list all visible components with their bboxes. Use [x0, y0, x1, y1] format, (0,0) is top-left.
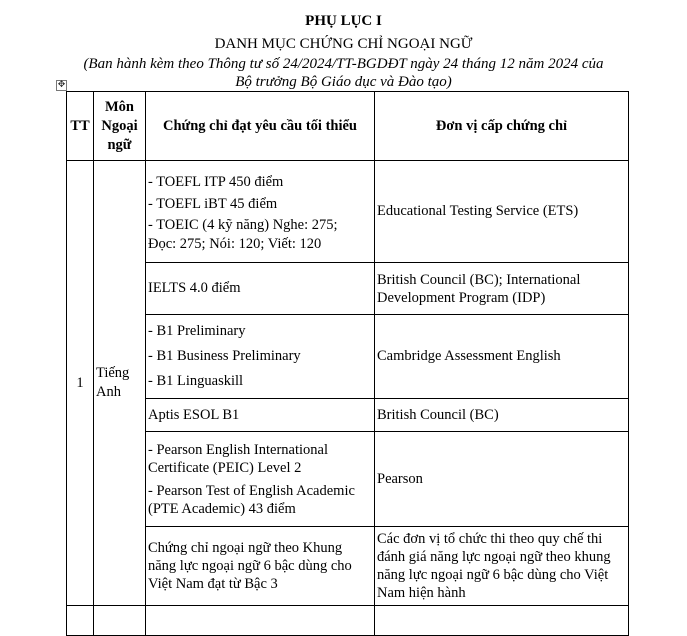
certificate-cell — [146, 315, 375, 399]
issuer-line: Development Program (IDP) — [377, 289, 546, 306]
certificate-line: (PTE Academic) 43 điểm — [148, 500, 296, 517]
issuer-line: năng lực ngoại ngữ 6 bậc dùng cho Việt — [377, 567, 609, 583]
certificate-line: Việt Nam đạt từ Bậc 3 — [148, 576, 278, 592]
table-row — [67, 315, 629, 399]
certificate-cell — [146, 161, 375, 263]
table-row — [67, 161, 629, 263]
issuer-line: Pearson — [377, 470, 423, 487]
certificate-table — [66, 91, 629, 636]
table-row — [67, 432, 629, 527]
table-row — [67, 263, 629, 315]
language-line: Tiếng — [96, 365, 130, 381]
certificate-line: Chứng chỉ ngoại ngữ theo Khung — [148, 540, 343, 556]
certificate-line: - Pearson English International — [148, 441, 328, 458]
certificate-line: - B1 Linguaskill — [148, 373, 244, 389]
certificate-cell — [146, 432, 375, 527]
table-move-handle-icon[interactable]: ✥ — [57, 80, 66, 90]
header-language-line: ngữ — [107, 136, 132, 153]
table-header-row — [67, 92, 629, 161]
issuer-line: Educational Testing Service (ETS) — [377, 203, 579, 219]
issuer-cell — [375, 432, 629, 527]
issuer-line: British Council (BC); International — [377, 271, 581, 288]
header-language — [94, 92, 146, 161]
certificate-cell — [146, 527, 375, 606]
certificate-line: Đọc: 275; Nói: 120; Viết: 120 — [148, 235, 322, 252]
certificate-line: - TOEFL ITP 450 điểm — [148, 173, 284, 190]
certificate-cell — [146, 263, 375, 315]
certificate-line: Aptis ESOL B1 — [148, 406, 240, 423]
issuer-line: đánh giá năng lực ngoại ngữ theo khung — [377, 549, 611, 565]
certificate-cell — [146, 399, 375, 432]
issuer-line: British Council (BC) — [377, 406, 499, 423]
header-issuer: Đơn vị cấp chứng chỉ — [375, 92, 629, 161]
certificate-line: IELTS 4.0 điểm — [148, 280, 241, 296]
certificate-line: - B1 Preliminary — [148, 323, 246, 339]
issuer-line: Nam hiện hành — [377, 585, 466, 601]
issuer-cell — [375, 527, 629, 606]
table-row — [67, 399, 629, 432]
certificate-line: - Pearson Test of English Academic — [148, 482, 355, 499]
issued-note-line-2: Bộ trưởng Bộ Giáo dục và Đào tạo) — [235, 74, 452, 90]
header-language-line: Ngoại — [101, 117, 138, 134]
issuer-cell — [375, 315, 629, 399]
issuer-cell — [375, 263, 629, 315]
list-title: DANH MỤC CHỨNG CHỈ NGOẠI NGỮ — [214, 36, 473, 52]
header-language-line: Môn — [105, 98, 134, 115]
table-row — [67, 527, 629, 606]
issued-note-line-1: (Ban hành kèm theo Thông tư số 24/2024/TT-BGDĐT ngày 24 tháng 12 năm 2024 của — [83, 56, 604, 72]
certificate-line: năng lực ngoại ngữ 6 bậc dùng cho — [148, 558, 352, 574]
appendix-title: PHỤ LỤC I — [305, 13, 382, 29]
certificate-line: - B1 Business Preliminary — [148, 348, 301, 364]
certificate-line: - TOEIC (4 kỹ năng) Nghe: 275; — [148, 216, 338, 233]
header-certificate: Chứng chỉ đạt yêu cầu tối thiểu — [146, 92, 375, 161]
issuer-line: Các đơn vị tổ chức thi theo quy chế thi — [377, 531, 603, 547]
row-number: 1 — [67, 161, 94, 606]
header-tt: TT — [67, 92, 94, 161]
language-cell — [94, 161, 146, 606]
issuer-line: Cambridge Assessment English — [377, 348, 561, 364]
language-line: Anh — [96, 384, 121, 400]
issuer-cell — [375, 399, 629, 432]
issuer-cell — [375, 161, 629, 263]
certificate-line: Certificate (PEIC) Level 2 — [148, 459, 302, 476]
certificate-line: - TOEFL iBT 45 điểm — [148, 195, 278, 212]
issued-by-note — [0, 55, 687, 91]
